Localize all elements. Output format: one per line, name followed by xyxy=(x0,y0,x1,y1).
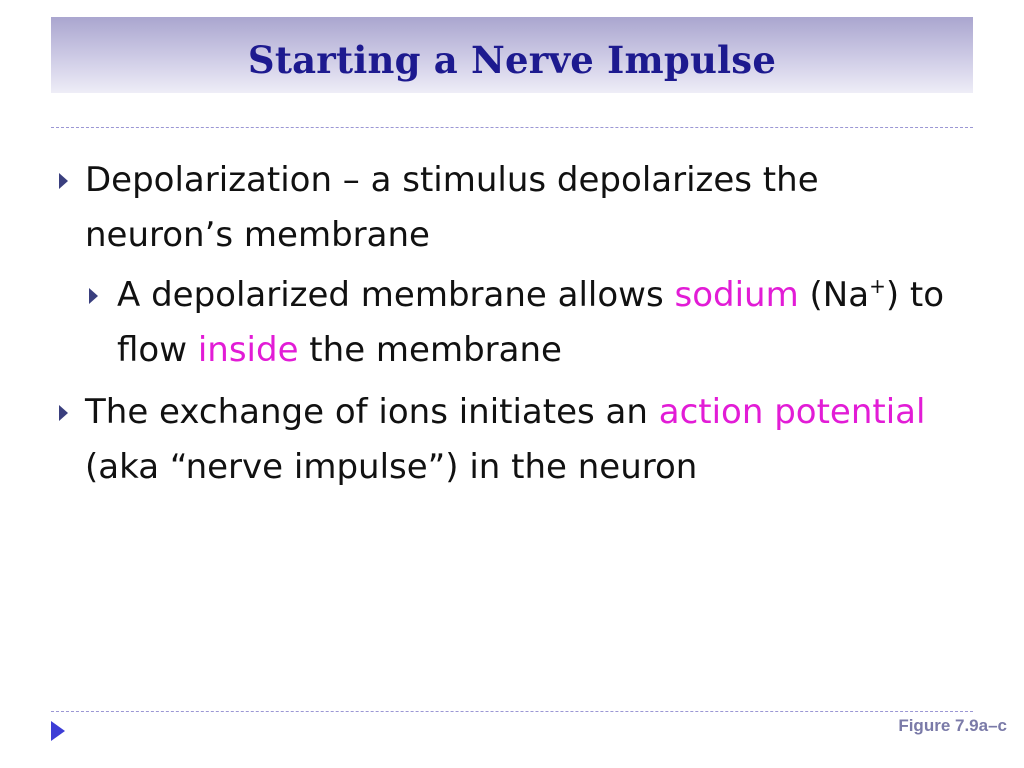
bullet-segment: (aka “nerve impulse”) in the neuron xyxy=(85,447,698,487)
bullet-text xyxy=(85,153,945,263)
bullet-segment: (Na xyxy=(798,275,870,315)
bullet-segment: ) to flow xyxy=(117,275,945,370)
next-arrow-icon[interactable] xyxy=(51,721,65,741)
sub-bullet-sodium xyxy=(117,268,997,378)
bullet-segment: The exchange of ions initiates an xyxy=(85,392,659,432)
slide-title: Starting a Nerve Impulse xyxy=(247,38,777,82)
highlight-inside: inside xyxy=(197,330,299,370)
bullet-depolarization xyxy=(85,153,945,263)
superscript-plus: + xyxy=(869,274,886,298)
bullet-segment: A depolarized membrane allows xyxy=(117,275,675,315)
title-band xyxy=(51,17,973,93)
bullet-segment: the membrane xyxy=(298,330,562,370)
bullet-text xyxy=(117,268,997,378)
bullet-segment: Depolarization – a stimulus depolarizes the neuron’s membrane xyxy=(85,160,819,255)
highlight-action-potential: action potential xyxy=(658,392,926,432)
bullet-text xyxy=(85,385,945,495)
bullet-arrow-icon xyxy=(59,405,68,421)
bullet-action-potential xyxy=(85,385,945,495)
top-divider xyxy=(51,127,973,128)
bullet-arrow-icon xyxy=(89,288,98,304)
bottom-divider xyxy=(51,711,973,712)
figure-reference: Figure 7.9a–c xyxy=(898,716,1007,735)
highlight-sodium: sodium xyxy=(674,275,799,315)
bullet-arrow-icon xyxy=(59,173,68,189)
